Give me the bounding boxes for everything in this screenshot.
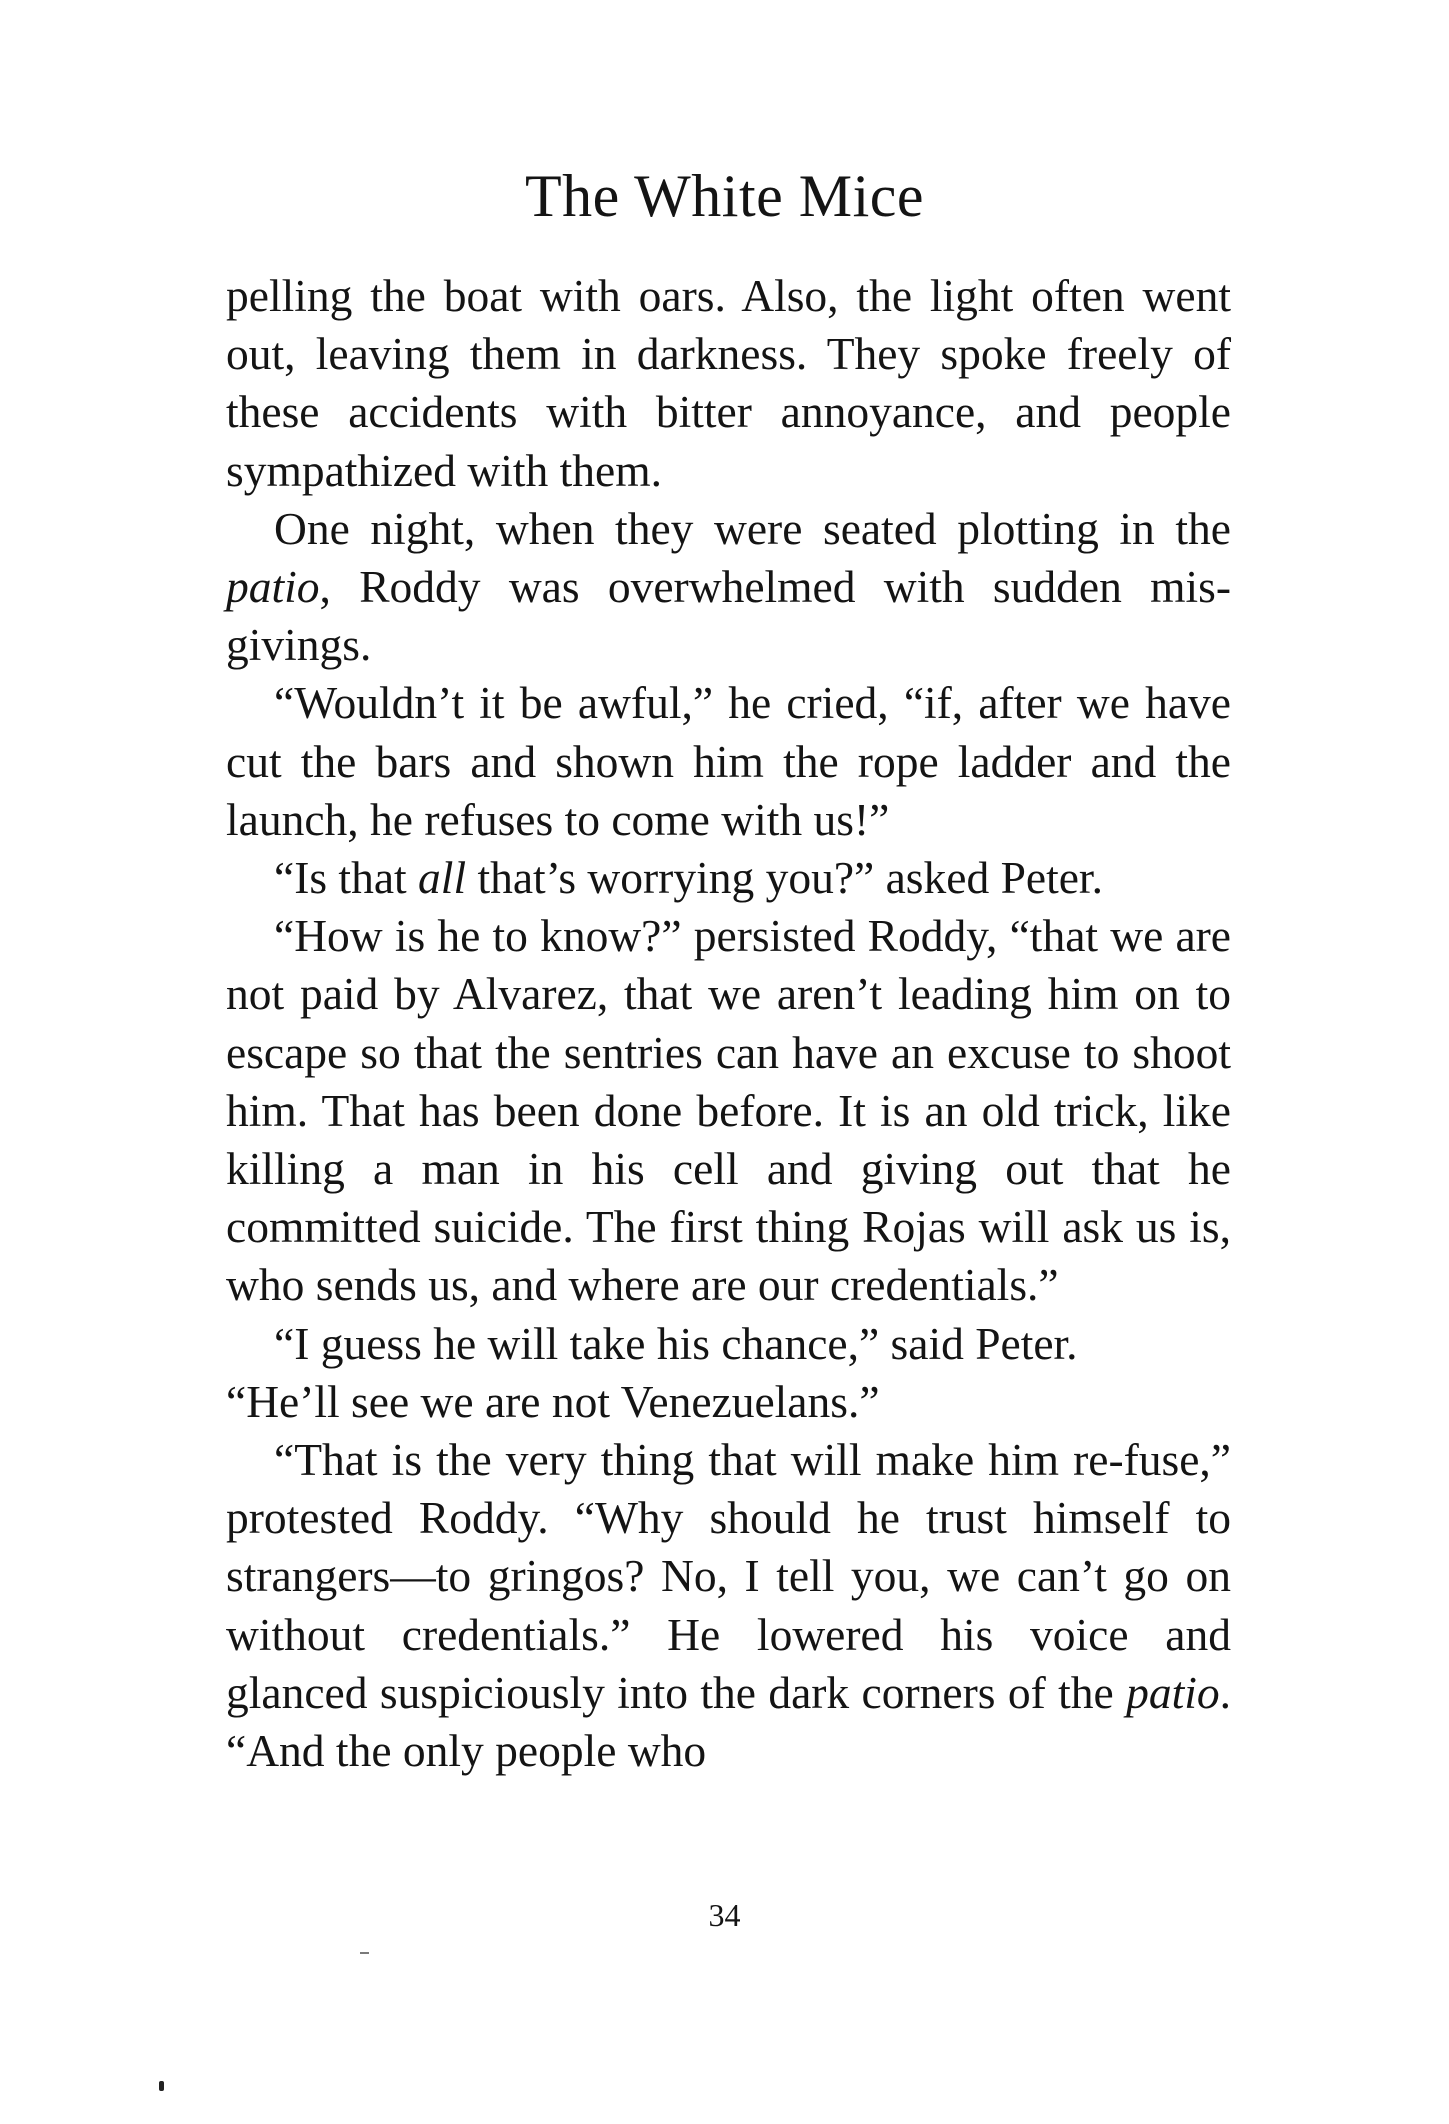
- page-title: The White Mice: [524, 163, 925, 229]
- paragraph-is-that-all: [226, 849, 1231, 907]
- paragraph-i-guess: “I guess he will take his chance,” said Peter.: [274, 1317, 1078, 1369]
- paragraph-wouldnt-it-be-awful: “Wouldn’t it be awful,” he cried, “if, after we have cut the bars and shown him the rope ladder and the launch, he refuses to come with us!”: [226, 677, 1231, 845]
- page-number: 34: [708, 1897, 741, 1933]
- body-text: [226, 267, 1231, 1780]
- italic-word-patio: patio: [226, 561, 320, 613]
- paragraph-text: . “And the only people who: [226, 1666, 1231, 1777]
- scan-speck: [159, 2081, 164, 2091]
- italic-word-all: all: [418, 852, 467, 904]
- paragraph-how-is-he-to-know: “How is he to know?” persisted Roddy, “that we are not paid by Alvarez, that we aren’t leading him on to escape so that the sentries can have an excuse to shoot him. That has been done before. It is an old trick, like killing a man in his cell and giving out that he committed suicide. The first thing Rojas will ask us is, who sends us, and where are our credentials.”: [226, 910, 1231, 1311]
- paragraph-text: that’s worrying you?” asked Peter.: [466, 852, 1103, 904]
- italic-word-patio: patio: [1126, 1666, 1220, 1718]
- scan-speck: [360, 1952, 369, 1954]
- paragraph-continuation: pelling the boat with oars. Also, the light often went out, leaving them in darkness. They spoke freely of these accidents with bitter annoyance, and people sympathized with them.: [226, 270, 1231, 496]
- paragraph-not-venezuelans: “He’ll see we are not Venezuelans.”: [226, 1375, 880, 1427]
- paragraph-misgivings: [226, 500, 1231, 675]
- paragraph-that-is-the-very-thing: [226, 1431, 1231, 1780]
- paragraph-text: , Roddy was overwhelmed with sudden mis-givings.: [226, 561, 1231, 671]
- paragraph-text: “That is the very thing that will make him re-fuse,” protested Roddy. “Why should he trust himself to strangers—to gringos? No, I tell you, we can’t go on without credentials.” He lowered his voice and glanced suspiciously into the dark corners of the: [226, 1434, 1231, 1718]
- paragraph-text: “Is that: [274, 852, 419, 904]
- paragraph-text: One night, when they were seated plotting in the: [274, 502, 1231, 554]
